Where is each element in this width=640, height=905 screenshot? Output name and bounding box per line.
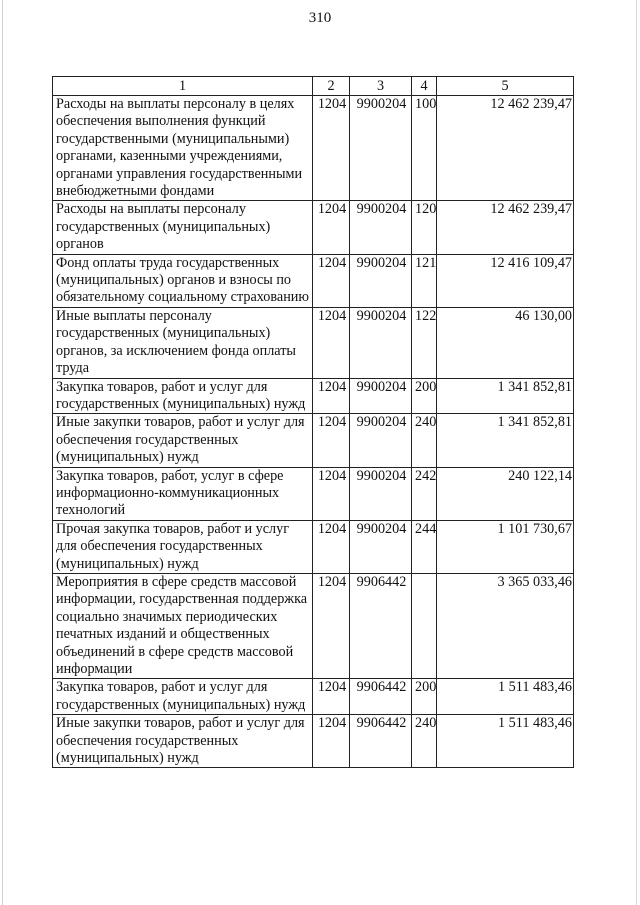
row-expense-type: 122 <box>412 307 437 378</box>
table-row <box>53 573 574 678</box>
table-row <box>53 679 574 715</box>
row-target-article: 9900204 <box>350 254 412 307</box>
row-amount: 1 511 483,46 <box>437 715 574 768</box>
table-row <box>53 96 574 201</box>
row-expense-type: 240 <box>412 715 437 768</box>
row-name: Фонд оплаты труда государственных (муниципальных) органов и взносы по обязательному социальному страхованию <box>53 254 313 307</box>
scan-edge-left <box>2 0 3 905</box>
row-section: 1204 <box>313 715 350 768</box>
row-expense-type: 242 <box>412 467 437 520</box>
row-target-article: 9900204 <box>350 378 412 414</box>
row-section: 1204 <box>313 414 350 467</box>
row-name: Закупка товаров, работ, услуг в сфере информационно-коммуникационных технологий <box>53 467 313 520</box>
row-name: Закупка товаров, работ и услуг для государственных (муниципальных) нужд <box>53 679 313 715</box>
row-amount: 12 416 109,47 <box>437 254 574 307</box>
row-name: Иные выплаты персоналу государственных (муниципальных) органов, за исключением фонда оплаты труда <box>53 307 313 378</box>
row-target-article: 9900204 <box>350 520 412 573</box>
row-expense-type: 200 <box>412 679 437 715</box>
row-amount: 12 462 239,47 <box>437 96 574 201</box>
row-section: 1204 <box>313 96 350 201</box>
scan-edge-right <box>636 0 637 905</box>
table-row <box>53 520 574 573</box>
table-row <box>53 307 574 378</box>
row-expense-type: 120 <box>412 201 437 254</box>
row-amount: 12 462 239,47 <box>437 201 574 254</box>
table-row <box>53 414 574 467</box>
row-amount: 240 122,14 <box>437 467 574 520</box>
row-expense-type <box>412 573 437 678</box>
row-name: Иные закупки товаров, работ и услуг для обеспечения государственных (муниципальных) нужд <box>53 414 313 467</box>
row-amount: 46 130,00 <box>437 307 574 378</box>
table-row <box>53 378 574 414</box>
table-row <box>53 715 574 768</box>
row-section: 1204 <box>313 201 350 254</box>
row-target-article: 9906442 <box>350 715 412 768</box>
row-expense-type: 200 <box>412 378 437 414</box>
row-section: 1204 <box>313 378 350 414</box>
row-expense-type: 100 <box>412 96 437 201</box>
row-amount: 1 101 730,67 <box>437 520 574 573</box>
row-target-article: 9900204 <box>350 307 412 378</box>
row-name: Мероприятия в сфере средств массовой информации, государственная поддержка социально значимых периодических печатных изданий и общественных объединений в сфере средств массовой информации <box>53 573 313 678</box>
header-col-1: 1 <box>53 77 313 96</box>
row-target-article: 9906442 <box>350 679 412 715</box>
row-target-article: 9900204 <box>350 467 412 520</box>
row-target-article: 9906442 <box>350 573 412 678</box>
budget-table <box>52 76 574 768</box>
row-amount: 3 365 033,46 <box>437 573 574 678</box>
row-section: 1204 <box>313 467 350 520</box>
row-expense-type: 244 <box>412 520 437 573</box>
header-col-2: 2 <box>313 77 350 96</box>
row-target-article: 9900204 <box>350 414 412 467</box>
row-expense-type: 121 <box>412 254 437 307</box>
table-row <box>53 467 574 520</box>
row-section: 1204 <box>313 307 350 378</box>
row-name: Расходы на выплаты персоналу в целях обеспечения выполнения функций государственными (муниципальными) органами, казенными учреждениями, органами управления государственными внебюджетными фондами <box>53 96 313 201</box>
table-row <box>53 254 574 307</box>
row-section: 1204 <box>313 520 350 573</box>
table-header-row <box>53 77 574 96</box>
row-name: Расходы на выплаты персоналу государственных (муниципальных) органов <box>53 201 313 254</box>
row-target-article: 9900204 <box>350 201 412 254</box>
row-section: 1204 <box>313 254 350 307</box>
header-col-3: 3 <box>350 77 412 96</box>
row-target-article: 9900204 <box>350 96 412 201</box>
row-section: 1204 <box>313 679 350 715</box>
row-expense-type: 240 <box>412 414 437 467</box>
header-col-5: 5 <box>437 77 574 96</box>
table-row <box>53 201 574 254</box>
header-col-4: 4 <box>412 77 437 96</box>
row-name: Прочая закупка товаров, работ и услуг для обеспечения государственных (муниципальных) нужд <box>53 520 313 573</box>
row-name: Иные закупки товаров, работ и услуг для обеспечения государственных (муниципальных) нужд <box>53 715 313 768</box>
row-name: Закупка товаров, работ и услуг для государственных (муниципальных) нужд <box>53 378 313 414</box>
row-amount: 1 511 483,46 <box>437 679 574 715</box>
row-section: 1204 <box>313 573 350 678</box>
row-amount: 1 341 852,81 <box>437 378 574 414</box>
page-number: 310 <box>308 10 332 26</box>
row-amount: 1 341 852,81 <box>437 414 574 467</box>
